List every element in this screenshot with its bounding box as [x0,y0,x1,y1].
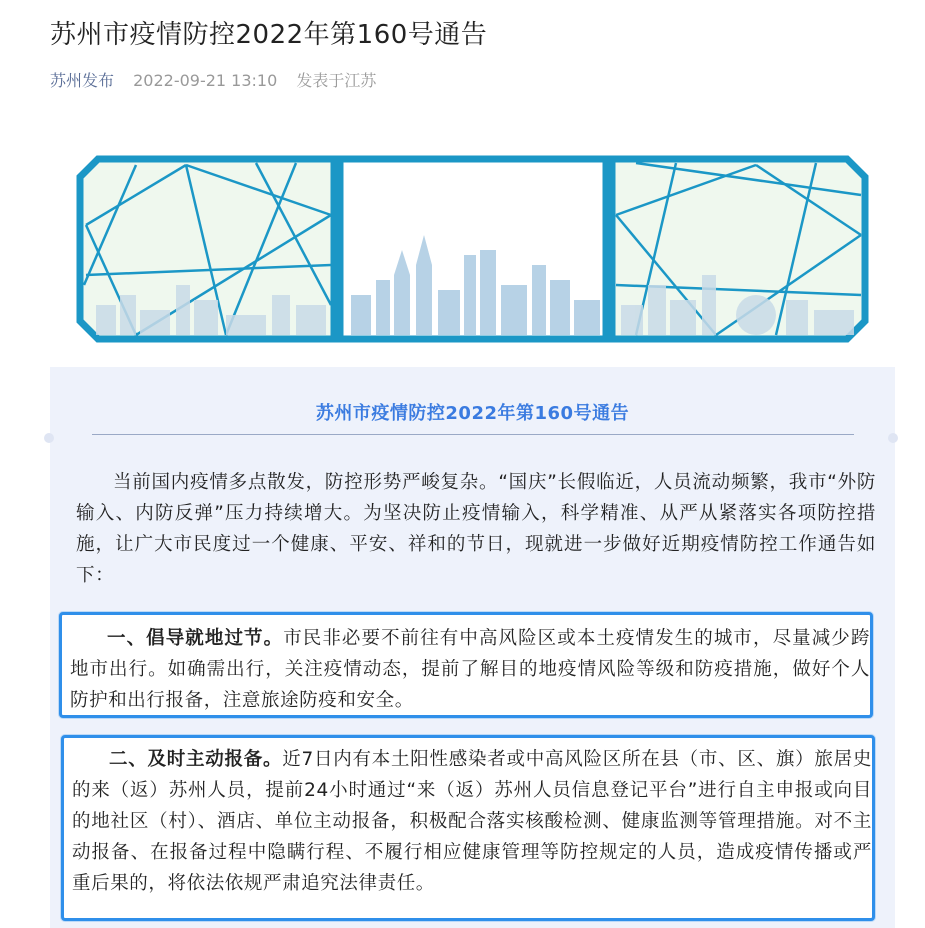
intro-paragraph: 当前国内疫情多点散发，防控形势严峻复杂。“国庆”长假临近，人员流动频繁，我市“外防输入、内防反弹”压力持续增大。为坚决防止疫情输入，科学精准、从严从紧落实各项防控措施，让广大市民度过一个健康、平安、祥和的节日，现就进一步做好近期疫情防控工作通告如下： [76,472,876,586]
publish-datetime: 2022-09-21 13:10 [133,71,278,90]
section-1-paragraph [70,615,870,716]
section-2-box [61,735,875,921]
left-window-panel [80,159,334,339]
section-2-heading: 二、及时主动报备。 [109,749,283,770]
decor-dot-right [888,433,898,443]
section-2-body: 近7日内有本土阳性感染者或中高风险区所在县（市、区、旗）旅居史的来（返）苏州人员，提前24小时通过“来（返）苏州人员信息登记平台”进行自主申报或向目的地社区（村）、酒店、单位主动报备，积极配合落实核酸检测、健康监测等管理措施。对不主动报备、在报备过程中隐瞒行程、不履行相应健康管理等防控规定的人员，造成疫情传播或严重后果的，将依法依规严肃追究法律责任。 [72,749,873,894]
heading-divider [92,434,854,435]
section-1-body: 市民非必要不前往有中高风险区或本土疫情发生的城市，尽量减少跨地市出行。如确需出行，关注疫情动态，提前了解目的地疫情风险等级和防疫措施，做好个人防护和出行报备，注意旅途防疫和安全。 [70,628,870,711]
decor-dot-left [44,433,54,443]
article-meta [50,68,376,91]
article-title: 苏州市疫情防控2022年第160号通告 [50,20,488,50]
banner-image [76,155,869,343]
section-2-paragraph [72,738,872,899]
author-link[interactable]: 苏州发布 [50,71,115,90]
section-1-box [59,612,873,718]
center-window-panel [340,159,606,339]
panel-heading: 苏州市疫情防控2022年第160号通告 [315,403,630,424]
right-window-panel [612,159,865,339]
section-1-heading: 一、倡导就地过节。 [107,628,284,649]
publish-location: 发表于江苏 [296,71,377,90]
